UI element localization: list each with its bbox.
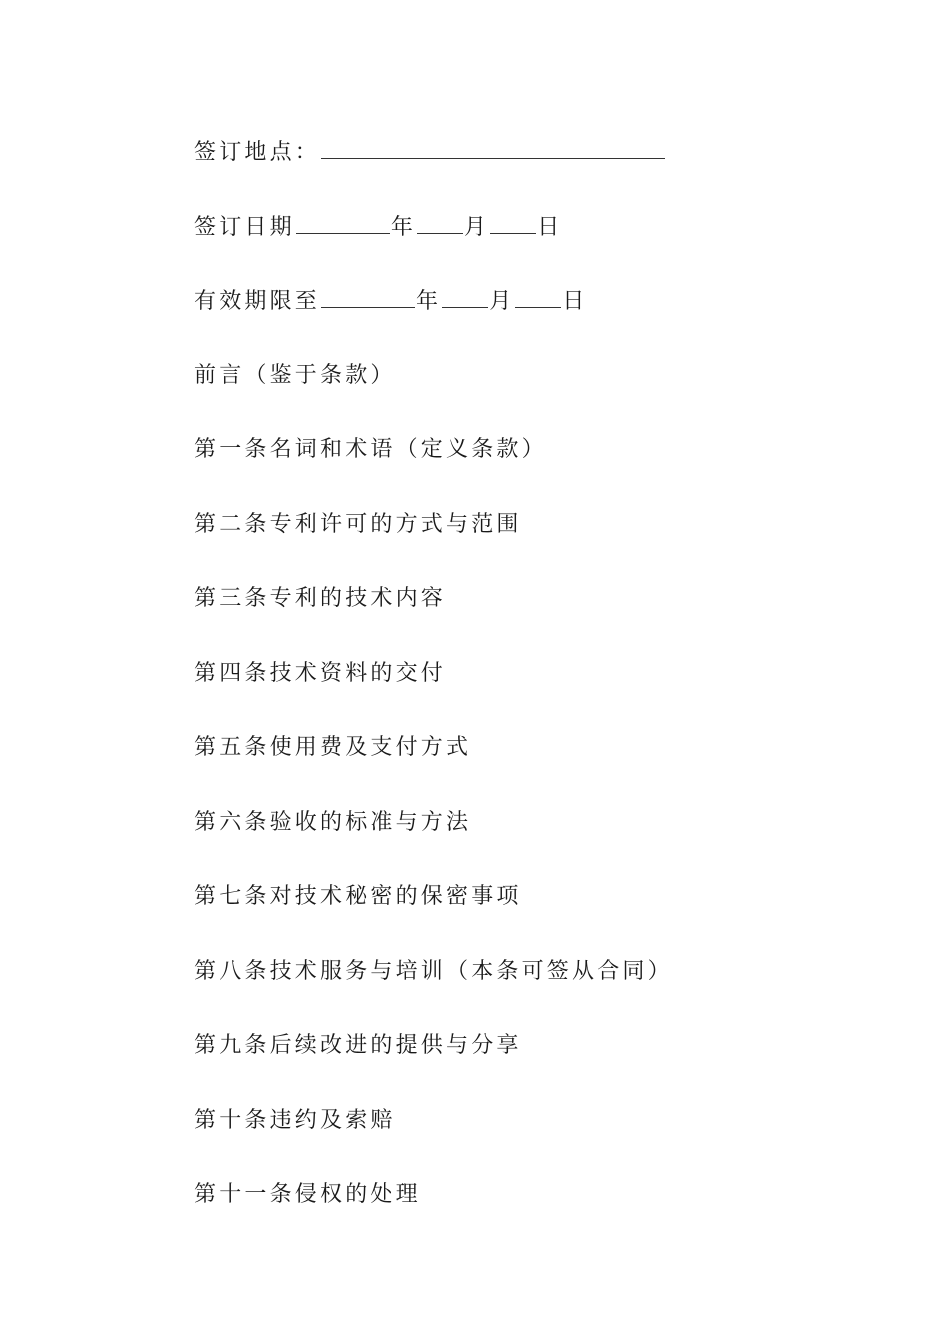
section-3: 第三条专利的技术内容 — [194, 586, 447, 611]
section-2: 第二条专利许可的方式与范围 — [194, 511, 522, 537]
validity-day-unit: 日 — [562, 289, 588, 314]
section-5: 第五条使用费及支付方式 — [194, 735, 472, 760]
validity-year-blank — [321, 281, 415, 308]
validity-month-blank — [442, 281, 488, 308]
section-9: 第九条后续改进的提供与分享 — [194, 1033, 522, 1058]
signing-place-line — [194, 132, 673, 207]
section-10: 第十条违约及索赔 — [194, 1107, 396, 1133]
signing-place-label: 签订地点： — [194, 140, 321, 165]
validity-line — [194, 281, 673, 356]
validity-day-blank — [515, 281, 561, 308]
signing-month-unit: 月 — [464, 214, 490, 240]
validity-year-unit: 年 — [416, 289, 442, 314]
section-1: 第一条名词和术语（定义条款） — [194, 437, 547, 462]
section-8: 第八条技术服务与培训（本条可签从合同） — [194, 958, 673, 984]
signing-year-blank — [296, 207, 390, 234]
signing-day-unit: 日 — [537, 214, 563, 240]
signing-date-line — [194, 207, 673, 282]
signing-year-unit: 年 — [390, 214, 417, 240]
signing-place-blank — [321, 132, 665, 159]
section-4: 第四条技术资料的交付 — [194, 660, 447, 686]
section-7: 第七条对技术秘密的保密事项 — [194, 884, 522, 909]
section-preamble: 前言（鉴于条款） — [194, 362, 396, 388]
signing-month-blank — [417, 207, 463, 234]
validity-label: 有效期限至 — [194, 289, 321, 314]
section-11: 第十一条侵权的处理 — [194, 1182, 421, 1207]
signing-day-blank — [490, 207, 536, 234]
validity-month-unit: 月 — [489, 289, 515, 314]
signing-date-label: 签订日期 — [194, 214, 295, 240]
section-6: 第六条验收的标准与方法 — [194, 809, 472, 835]
contract-outline — [194, 132, 673, 1250]
